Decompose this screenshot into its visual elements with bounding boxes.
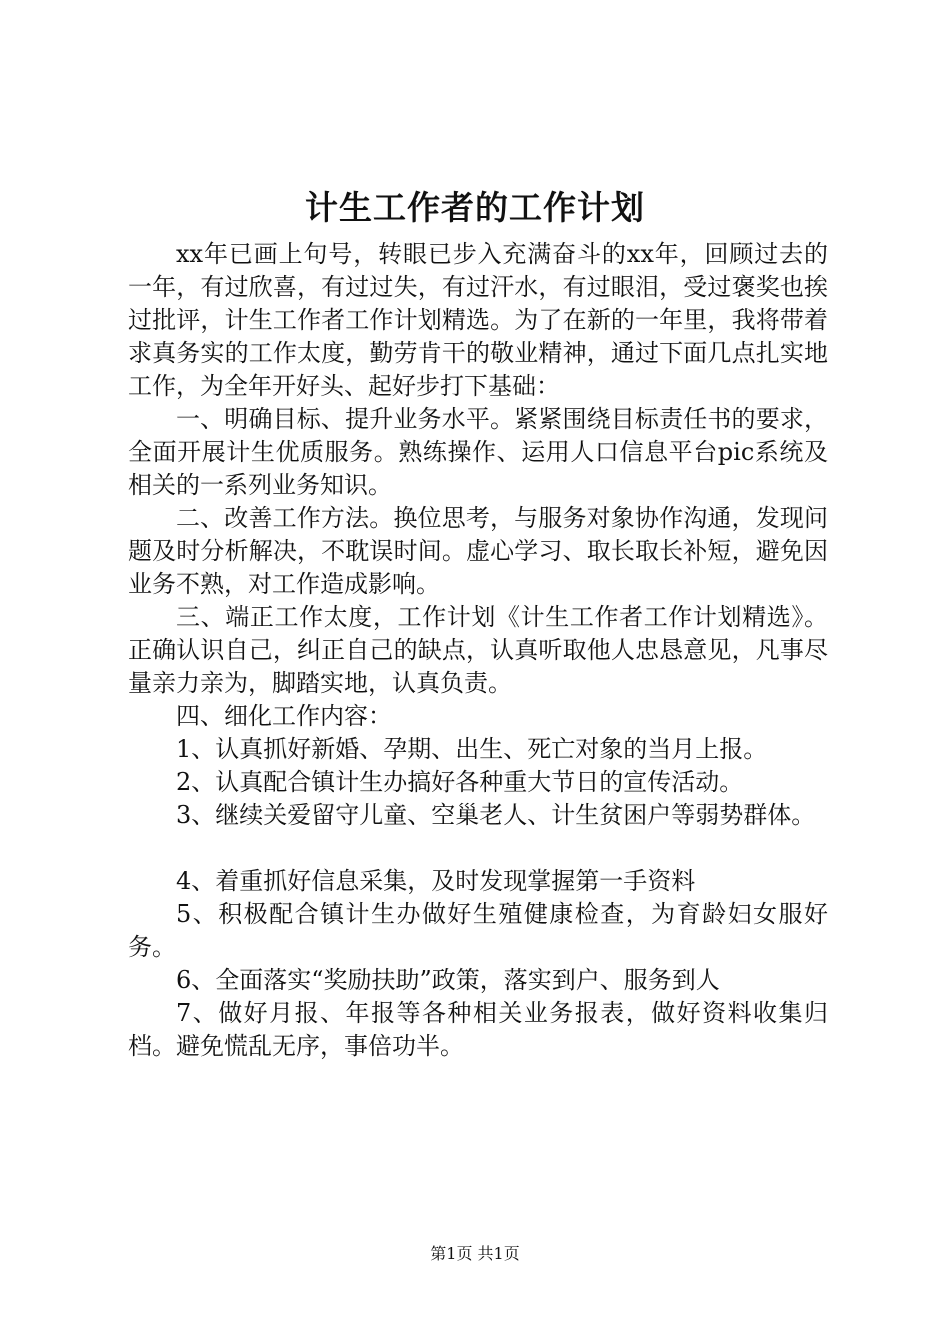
paragraph-section-2: 二、改善工作方法。换位思考，与服务对象协作沟通，发现问题及时分析解决，不耽误时间。虚心学习、取长取长补短，避免因业务不熟，对工作造成影响。 [128, 504, 828, 598]
document-title: 计生工作者的工作计划 [305, 188, 645, 227]
paragraph-section-4: 四、细化工作内容： [176, 702, 392, 730]
list-item-1: 1、认真抓好新婚、孕期、出生、死亡对象的当月上报。 [176, 735, 768, 763]
paragraph-section-1: 一、明确目标、提升业务水平。紧紧围绕目标责任书的要求，全面开展计生优质服务。熟练操作、运用人口信息平台pic系统及相关的一系列业务知识。 [128, 405, 828, 499]
paragraph-intro: xx年已画上句号，转眼已步入充满奋斗的xx年，回顾过去的一年，有过欣喜，有过过失，有过汗水，有过眼泪，受过褒奖也挨过批评，计生工作者工作计划精选。为了在新的一年里，我将带着求真务实的工作太度，勤劳肯干的敬业精神，通过下面几点扎实地工作，为全年开好头、起好步打下基础： [128, 240, 828, 400]
document-body [128, 238, 828, 1063]
list-item-3: 3、继续关爱留守儿童、空巢老人、计生贫困户等弱势群体。 [176, 801, 816, 829]
list-item-7: 7、做好月报、年报等各种相关业务报表，做好资料收集归档。避免慌乱无序，事倍功半。 [128, 999, 828, 1060]
list-item-4: 4、着重抓好信息采集，及时发现掌握第一手资料 [176, 867, 696, 895]
paragraph-section-3: 三、端正工作太度，工作计划《计生工作者工作计划精选》。正确认识自己，纠正自己的缺点，认真听取他人忠恳意见，凡事尽量亲力亲为，脚踏实地，认真负责。 [128, 603, 828, 697]
list-item-6: 6、全面落实“奖励扶助”政策，落实到户、服务到人 [176, 966, 720, 994]
list-item-2: 2、认真配合镇计生办搞好各种重大节日的宣传活动。 [176, 768, 744, 796]
list-item-5: 5、积极配合镇计生办做好生殖健康检查，为育龄妇女服好务。 [128, 900, 828, 961]
page-footer: 第1页 共1页 [430, 1244, 520, 1263]
